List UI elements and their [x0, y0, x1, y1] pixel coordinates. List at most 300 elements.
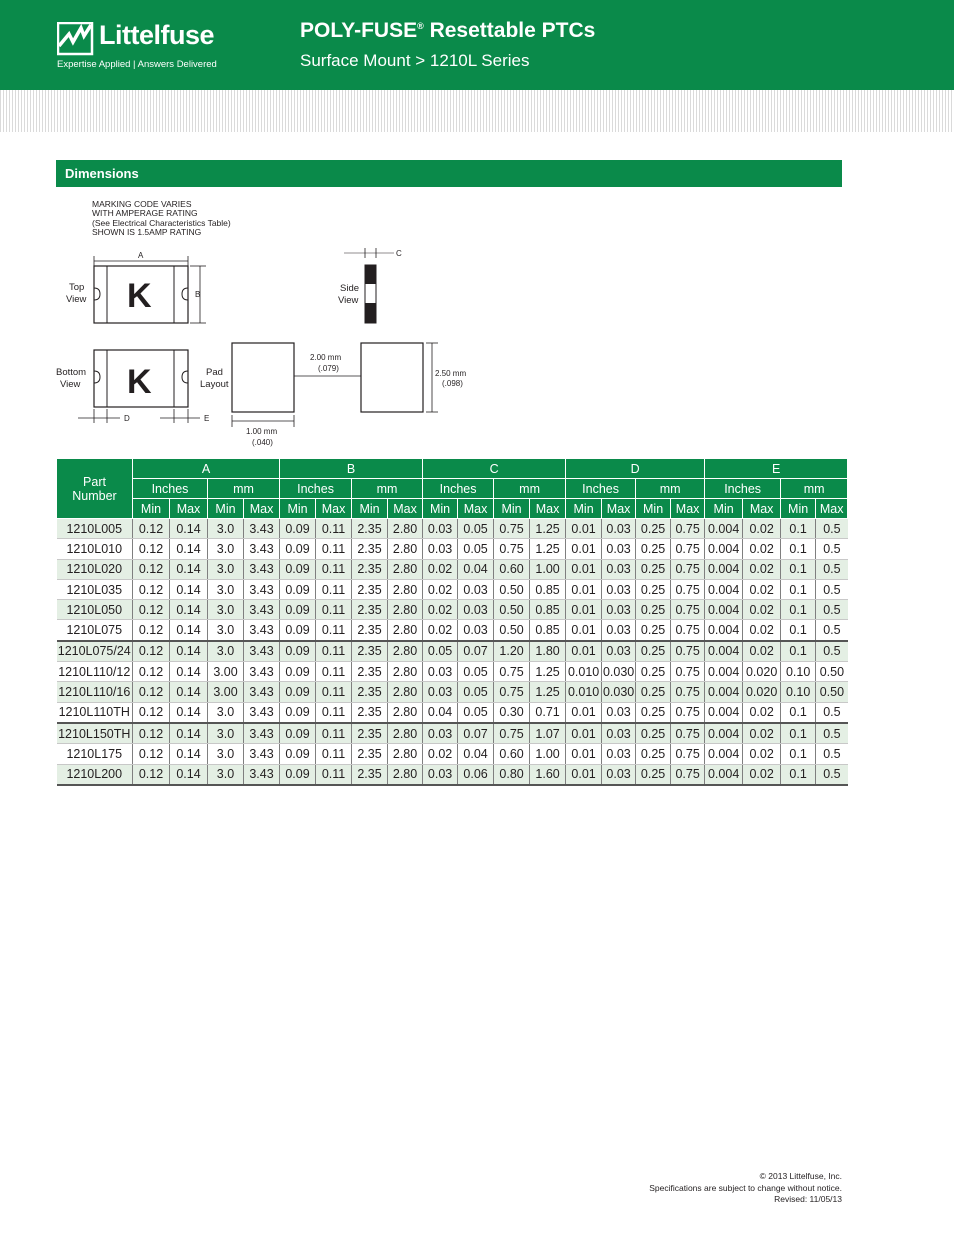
dimension-cell: 0.02 [743, 702, 781, 723]
dimensions-table [56, 458, 848, 786]
dimension-cell: 3.0 [208, 702, 244, 723]
dimensions-diagram [50, 195, 480, 450]
dimension-cell: 0.03 [423, 519, 458, 539]
dimension-cell: 0.004 [705, 519, 743, 539]
dimension-cell: 0.11 [316, 641, 352, 662]
table-row [57, 744, 848, 764]
dimension-cell: 3.43 [244, 519, 280, 539]
dimension-cell: 0.02 [423, 744, 458, 764]
dimension-cell: 2.80 [388, 641, 423, 662]
dimension-cell: 0.1 [781, 519, 816, 539]
dimension-cell: 0.02 [743, 744, 781, 764]
marking-note-3: (See Electrical Characteristics Table) [92, 218, 231, 228]
dimension-cell: 0.5 [816, 559, 848, 579]
dimension-cell: 0.14 [170, 744, 208, 764]
group-header-b: B [280, 459, 423, 479]
page-title: POLY-FUSE® Resettable PTCs [300, 19, 596, 42]
dimension-cell: 0.25 [636, 539, 671, 559]
dimension-cell: 0.010 [566, 682, 602, 702]
dimension-cell: 0.01 [566, 641, 602, 662]
table-row [57, 662, 848, 682]
group-header-c: C [423, 459, 566, 479]
dimension-cell: 0.05 [423, 641, 458, 662]
dimension-cell: 0.06 [458, 764, 494, 785]
dimension-cell: 0.020 [743, 662, 781, 682]
minmax-header: Min [280, 499, 316, 519]
dimension-cell: 2.80 [388, 764, 423, 785]
dimension-cell: 0.01 [566, 723, 602, 744]
pad-width-mm: 1.00 mm [246, 427, 278, 436]
dimension-cell: 0.004 [705, 744, 743, 764]
dimension-cell: 0.75 [671, 620, 705, 641]
part-number-cell: 1210L035 [57, 579, 133, 599]
dimension-cell: 3.43 [244, 539, 280, 559]
dimension-cell: 0.75 [671, 539, 705, 559]
dimension-cell: 0.004 [705, 764, 743, 785]
dimension-cell: 3.43 [244, 559, 280, 579]
dimension-cell: 3.43 [244, 620, 280, 641]
dimension-cell: 0.14 [170, 519, 208, 539]
unit-header: mm [494, 479, 566, 499]
dimension-cell: 0.11 [316, 702, 352, 723]
dimension-cell: 2.35 [352, 682, 388, 702]
dimension-cell: 0.09 [280, 662, 316, 682]
unit-header: mm [781, 479, 848, 499]
dimension-cell: 0.03 [602, 764, 636, 785]
pad-height-mm: 2.50 mm [435, 369, 467, 378]
disclaimer: Specifications are subject to change without notice. [649, 1182, 842, 1193]
pad-gap-in: (.079) [318, 364, 339, 373]
section-title: Dimensions [65, 166, 139, 181]
page-subtitle: Surface Mount > 1210L Series [300, 51, 530, 70]
dimension-cell: 0.030 [602, 662, 636, 682]
dimension-cell: 0.09 [280, 539, 316, 559]
dimension-cell: 3.0 [208, 579, 244, 599]
minmax-header: Min [208, 499, 244, 519]
part-number-cell: 1210L020 [57, 559, 133, 579]
dimension-cell: 3.0 [208, 620, 244, 641]
part-number-cell: 1210L010 [57, 539, 133, 559]
dimension-cell: 0.50 [494, 600, 530, 620]
dimension-cell: 0.02 [743, 620, 781, 641]
minmax-header: Max [316, 499, 352, 519]
dimension-cell: 0.1 [781, 702, 816, 723]
dimension-cell: 0.5 [816, 620, 848, 641]
dimension-cell: 0.02 [423, 559, 458, 579]
copyright: © 2013 Littelfuse, Inc. [759, 1171, 842, 1181]
dimension-cell: 2.35 [352, 519, 388, 539]
group-header-a: A [133, 459, 280, 479]
dimension-cell: 0.25 [636, 723, 671, 744]
dimension-cell: 1.00 [530, 744, 566, 764]
dimension-cell: 0.02 [743, 600, 781, 620]
dimension-cell: 0.02 [423, 579, 458, 599]
minmax-header: Max [170, 499, 208, 519]
dimension-cell: 2.80 [388, 620, 423, 641]
dimension-cell: 0.14 [170, 579, 208, 599]
dimension-cell: 1.00 [530, 559, 566, 579]
dimension-cell: 0.10 [781, 682, 816, 702]
unit-header: Inches [133, 479, 208, 499]
dimension-cell: 0.01 [566, 559, 602, 579]
part-number-cell: 1210L110TH [57, 702, 133, 723]
dimension-cell: 0.004 [705, 559, 743, 579]
dimension-cell: 0.14 [170, 559, 208, 579]
dimension-cell: 0.03 [602, 579, 636, 599]
dimension-cell: 0.12 [133, 620, 170, 641]
minmax-header: Min [781, 499, 816, 519]
group-header-e: E [705, 459, 848, 479]
dimension-cell: 3.43 [244, 723, 280, 744]
dimension-cell: 2.35 [352, 559, 388, 579]
dimension-cell: 0.75 [671, 662, 705, 682]
minmax-header: Min [494, 499, 530, 519]
dimension-cell: 0.14 [170, 620, 208, 641]
dimension-cell: 0.09 [280, 559, 316, 579]
minmax-header: Max [671, 499, 705, 519]
dimension-cell: 0.01 [566, 519, 602, 539]
marking-note-4: SHOWN IS 1.5AMP RATING [92, 227, 202, 237]
marking-k-top: K [127, 277, 152, 315]
dimension-cell: 0.11 [316, 600, 352, 620]
dimension-cell: 0.020 [743, 682, 781, 702]
dimension-cell: 2.80 [388, 662, 423, 682]
dimension-cell: 0.01 [566, 764, 602, 785]
table-row [57, 519, 848, 539]
minmax-header: Min [705, 499, 743, 519]
brand-tagline: Expertise Applied | Answers Delivered [57, 59, 217, 70]
dimension-cell: 0.25 [636, 641, 671, 662]
dimension-cell: 0.09 [280, 519, 316, 539]
dimension-cell: 0.12 [133, 662, 170, 682]
table-row [57, 620, 848, 641]
side-view-label-1: Side [340, 283, 360, 294]
dimension-cell: 0.12 [133, 600, 170, 620]
dimension-cell: 0.14 [170, 723, 208, 744]
dimension-cell: 0.1 [781, 744, 816, 764]
dimension-cell: 0.030 [602, 682, 636, 702]
dimension-cell: 2.80 [388, 682, 423, 702]
dimension-cell: 0.1 [781, 539, 816, 559]
littelfuse-logo [57, 20, 227, 75]
dimension-cell: 2.35 [352, 600, 388, 620]
decorative-pattern-band [0, 90, 954, 132]
dimension-cell: 1.60 [530, 764, 566, 785]
dimension-cell: 2.80 [388, 723, 423, 744]
dimension-cell: 0.12 [133, 641, 170, 662]
label-d: D [124, 414, 130, 423]
dimension-cell: 0.12 [133, 744, 170, 764]
dimension-cell: 0.004 [705, 579, 743, 599]
table-row [57, 723, 848, 744]
dimension-cell: 0.09 [280, 600, 316, 620]
dimension-cell: 0.004 [705, 682, 743, 702]
side-view-label-2: View [338, 295, 359, 306]
dimension-cell: 0.004 [705, 539, 743, 559]
dimension-cell: 0.03 [458, 600, 494, 620]
table-row [57, 641, 848, 662]
dimension-cell: 0.03 [423, 662, 458, 682]
marking-k-bottom: K [127, 363, 152, 401]
dimension-cell: 0.03 [602, 641, 636, 662]
dimension-cell: 0.14 [170, 682, 208, 702]
minmax-header: Max [530, 499, 566, 519]
dimension-cell: 0.02 [743, 519, 781, 539]
dimension-cell: 3.43 [244, 641, 280, 662]
dimension-cell: 0.010 [566, 662, 602, 682]
dimension-cell: 0.04 [458, 559, 494, 579]
dimension-cell: 0.12 [133, 519, 170, 539]
dimension-cell: 0.03 [602, 600, 636, 620]
section-header [56, 160, 842, 187]
dimension-cell: 0.25 [636, 682, 671, 702]
dimension-cell: 0.50 [494, 579, 530, 599]
dimension-cell: 0.02 [423, 620, 458, 641]
dimension-cell: 3.43 [244, 600, 280, 620]
minmax-header: Max [816, 499, 848, 519]
dimension-cell: 0.25 [636, 600, 671, 620]
dimension-cell: 0.02 [743, 764, 781, 785]
part-number-cell: 1210L075/24 [57, 641, 133, 662]
dimension-cell: 0.004 [705, 662, 743, 682]
dimension-cell: 0.03 [458, 579, 494, 599]
unit-header: mm [352, 479, 423, 499]
dimension-cell: 3.0 [208, 559, 244, 579]
dimension-cell: 2.80 [388, 539, 423, 559]
dimension-cell: 0.75 [671, 519, 705, 539]
dimension-cell: 0.09 [280, 702, 316, 723]
table-row [57, 559, 848, 579]
table-row [57, 682, 848, 702]
dimension-cell: 0.14 [170, 641, 208, 662]
dimension-cell: 0.11 [316, 539, 352, 559]
dimension-cell: 0.01 [566, 702, 602, 723]
dimension-cell: 0.85 [530, 600, 566, 620]
part-number-cell: 1210L110/12 [57, 662, 133, 682]
dimension-cell: 0.12 [133, 723, 170, 744]
table-row [57, 600, 848, 620]
dimension-cell: 0.5 [816, 744, 848, 764]
dimension-cell: 0.11 [316, 620, 352, 641]
dimension-cell: 3.43 [244, 744, 280, 764]
unit-header: Inches [280, 479, 352, 499]
dimension-cell: 1.20 [494, 641, 530, 662]
dimension-cell: 3.43 [244, 662, 280, 682]
dimension-cell: 3.00 [208, 682, 244, 702]
dimension-cell: 0.1 [781, 723, 816, 744]
dimension-cell: 3.43 [244, 682, 280, 702]
dimension-cell: 2.35 [352, 539, 388, 559]
dimension-cell: 0.25 [636, 579, 671, 599]
bottom-view-label-2: View [60, 379, 81, 390]
dimension-cell: 2.35 [352, 702, 388, 723]
dimension-cell: 0.03 [458, 620, 494, 641]
bottom-view-part [78, 350, 209, 423]
dimension-cell: 0.5 [816, 579, 848, 599]
dimension-cell: 0.14 [170, 662, 208, 682]
part-number-cell: 1210L175 [57, 744, 133, 764]
littelfuse-logo-icon [57, 22, 97, 56]
dimension-cell: 0.05 [458, 702, 494, 723]
dimension-cell: 0.75 [671, 682, 705, 702]
part-number-cell: 1210L110/16 [57, 682, 133, 702]
dimension-cell: 0.01 [566, 600, 602, 620]
dimension-cell: 0.02 [743, 539, 781, 559]
dimension-cell: 0.5 [816, 764, 848, 785]
dimension-cell: 0.85 [530, 579, 566, 599]
dimension-cell: 0.09 [280, 579, 316, 599]
dimension-cell: 0.30 [494, 702, 530, 723]
dimension-cell: 0.75 [671, 579, 705, 599]
dimension-cell: 3.0 [208, 764, 244, 785]
dimension-cell: 3.0 [208, 744, 244, 764]
top-view-label-2: View [66, 294, 87, 305]
dimension-cell: 2.80 [388, 702, 423, 723]
dimension-cell: 0.85 [530, 620, 566, 641]
dimension-cell: 0.25 [636, 620, 671, 641]
dimension-cell: 0.5 [816, 641, 848, 662]
pad-layout-label-2: Layout [200, 379, 229, 390]
dimension-cell: 2.80 [388, 519, 423, 539]
dimension-cell: 0.80 [494, 764, 530, 785]
dimension-cell: 0.09 [280, 744, 316, 764]
dimension-cell: 2.35 [352, 662, 388, 682]
dimension-cell: 0.75 [494, 662, 530, 682]
dimension-cell: 0.14 [170, 600, 208, 620]
dimension-cell: 0.75 [671, 702, 705, 723]
dimension-cell: 3.0 [208, 539, 244, 559]
dimension-cell: 0.11 [316, 723, 352, 744]
dimension-cell: 0.09 [280, 641, 316, 662]
dimension-cell: 0.07 [458, 641, 494, 662]
dimension-cell: 0.02 [743, 723, 781, 744]
top-view-label-1: Top [69, 282, 85, 293]
unit-header: Inches [423, 479, 494, 499]
page-header [0, 0, 954, 90]
pad-width-in: (.040) [252, 438, 273, 447]
dimension-cell: 0.10 [781, 662, 816, 682]
dimension-cell: 0.14 [170, 702, 208, 723]
dimension-cell: 0.09 [280, 620, 316, 641]
dimension-cell: 1.25 [530, 519, 566, 539]
dimension-cell: 0.05 [458, 662, 494, 682]
dimension-cell: 0.02 [743, 579, 781, 599]
dimension-cell: 0.75 [494, 723, 530, 744]
dimension-cell: 0.01 [566, 539, 602, 559]
label-c: C [396, 249, 402, 258]
minmax-header: Max [244, 499, 280, 519]
dimension-cell: 0.1 [781, 641, 816, 662]
dimension-cell: 0.12 [133, 559, 170, 579]
minmax-header: Min [423, 499, 458, 519]
dimension-cell: 3.0 [208, 723, 244, 744]
dimension-cell: 0.1 [781, 764, 816, 785]
dimension-cell: 0.50 [816, 662, 848, 682]
dimension-cell: 0.11 [316, 764, 352, 785]
dimension-cell: 0.03 [602, 723, 636, 744]
dimension-cell: 0.03 [602, 702, 636, 723]
dimension-cell: 0.12 [133, 539, 170, 559]
dimension-cell: 2.80 [388, 744, 423, 764]
dimension-cell: 0.12 [133, 579, 170, 599]
dimension-cell: 1.80 [530, 641, 566, 662]
dimension-cell: 0.05 [458, 682, 494, 702]
dimension-cell: 0.75 [494, 682, 530, 702]
dimension-cell: 0.004 [705, 620, 743, 641]
dimension-cell: 2.35 [352, 744, 388, 764]
dimension-cell: 2.80 [388, 600, 423, 620]
dimension-cell: 2.35 [352, 723, 388, 744]
dimension-cell: 1.25 [530, 682, 566, 702]
dimension-cell: 0.12 [133, 702, 170, 723]
dimension-cell: 0.75 [671, 744, 705, 764]
dimension-cell: 0.5 [816, 539, 848, 559]
dimension-cell: 0.11 [316, 682, 352, 702]
dimension-cell: 0.25 [636, 519, 671, 539]
dimension-cell: 3.43 [244, 579, 280, 599]
marking-note-1: MARKING CODE VARIES [92, 199, 192, 209]
dimension-cell: 0.5 [816, 702, 848, 723]
unit-header: mm [636, 479, 705, 499]
table-row [57, 702, 848, 723]
dimension-cell: 0.11 [316, 559, 352, 579]
dimension-cell: 0.04 [458, 744, 494, 764]
dimension-cell: 0.03 [423, 764, 458, 785]
dimension-cell: 0.12 [133, 682, 170, 702]
dimension-cell: 2.80 [388, 559, 423, 579]
dimension-cell: 0.03 [602, 620, 636, 641]
dimension-cell: 0.09 [280, 764, 316, 785]
dimension-cell: 0.1 [781, 559, 816, 579]
dimension-cell: 0.1 [781, 620, 816, 641]
dimension-cell: 0.5 [816, 723, 848, 744]
top-view-part [94, 251, 206, 323]
dimension-cell: 0.25 [636, 662, 671, 682]
pad-layout-label-1: Pad [206, 367, 223, 378]
dimension-cell: 0.04 [423, 702, 458, 723]
minmax-header: Min [133, 499, 170, 519]
dimension-cell: 0.05 [458, 539, 494, 559]
dimension-cell: 3.43 [244, 764, 280, 785]
part-number-header: Part Number [57, 459, 133, 519]
dimension-cell: 0.1 [781, 600, 816, 620]
dimension-cell: 3.0 [208, 519, 244, 539]
dimension-cell: 0.75 [494, 519, 530, 539]
dimension-cell: 2.35 [352, 641, 388, 662]
part-number-cell: 1210L200 [57, 764, 133, 785]
dimension-cell: 0.004 [705, 600, 743, 620]
dimension-cell: 0.09 [280, 723, 316, 744]
dimension-cell: 0.03 [602, 519, 636, 539]
table-row [57, 764, 848, 785]
table-row [57, 539, 848, 559]
dimension-cell: 0.75 [494, 539, 530, 559]
minmax-header: Min [636, 499, 671, 519]
dimension-cell: 0.03 [423, 682, 458, 702]
minmax-header: Max [458, 499, 494, 519]
dimension-cell: 0.004 [705, 702, 743, 723]
dimension-cell: 3.00 [208, 662, 244, 682]
dimension-cell: 0.05 [458, 519, 494, 539]
dimension-cell: 0.004 [705, 723, 743, 744]
dimension-cell: 0.02 [743, 559, 781, 579]
minmax-header: Max [743, 499, 781, 519]
dimension-cell: 0.11 [316, 662, 352, 682]
dimension-cell: 2.80 [388, 579, 423, 599]
dimension-cell: 0.01 [566, 579, 602, 599]
dimension-cell: 0.11 [316, 579, 352, 599]
dimension-cell: 0.004 [705, 641, 743, 662]
